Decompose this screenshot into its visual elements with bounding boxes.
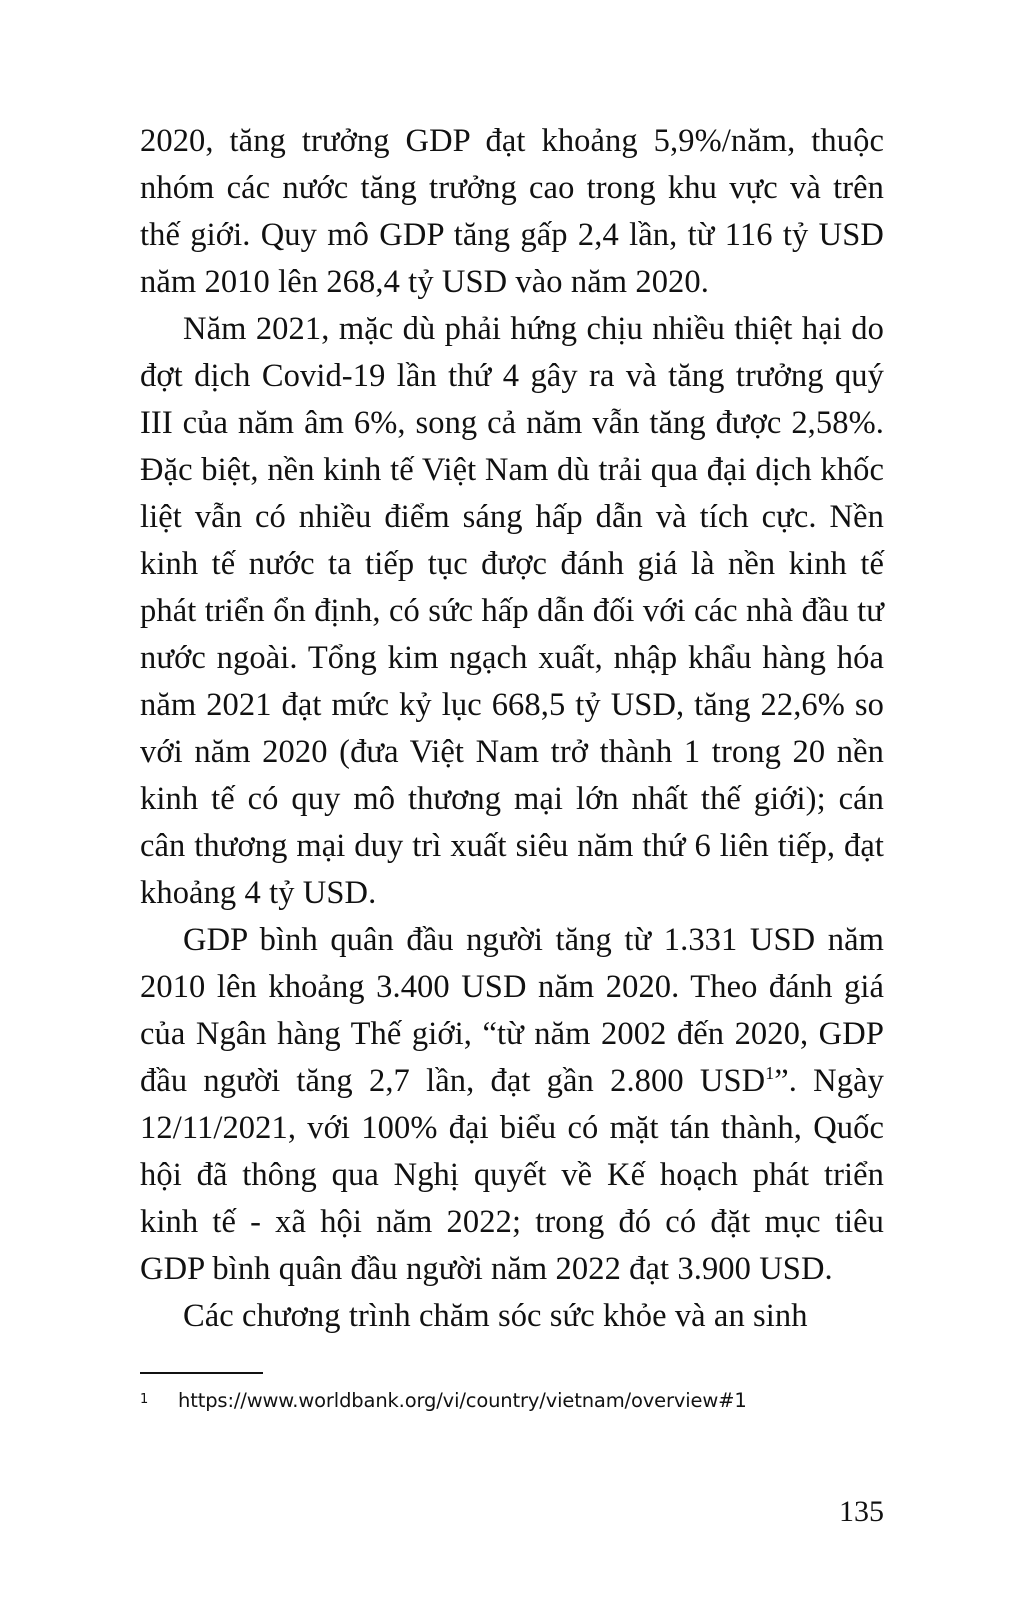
paragraph-3-text-after-footnote-ref: ”. Ngày 12/11/2021, với 100% đại biểu có mặt tán thành, Quốc hội đã thông qua Nghị quyết về Kế hoạch phát triển kinh tế - xã hội năm 2022; trong đó có đặt mục tiêu GDP bình quân đầu người năm 2022 đạt 3.900 USD.	[140, 1063, 884, 1287]
paragraph-2: Năm 2021, mặc dù phải hứng chịu nhiều thiệt hại do đợt dịch Covid-19 lần thứ 4 gây ra và tăng trưởng quý III của năm âm 6%, song cả năm vẫn tăng được 2,58%. Đặc biệt, nền kinh tế Việt Nam dù trải qua đại dịch khốc liệt vẫn có nhiều điểm sáng hấp dẫn và tích cực. Nền kinh tế nước ta tiếp tục được đánh giá là nền kinh tế phát triển ổn định, có sức hấp dẫn đối với các nhà đầu tư nước ngoài. Tổng kim ngạch xuất, nhập khẩu hàng hóa năm 2021 đạt mức kỷ lục 668,5 tỷ USD, tăng 22,6% so với năm 2020 (đưa Việt Nam trở thành 1 trong 20 nền kinh tế có quy mô thương mại lớn nhất thế giới); cán cân thương mại duy trì xuất siêu năm thứ 6 liên tiếp, đạt khoảng 4 tỷ USD.	[140, 311, 884, 911]
footnote-url-text[interactable]: https://www.worldbank.org/vi/country/vietnam/overview#1	[178, 1389, 747, 1412]
paragraph-4: Các chương trình chăm sóc sức khỏe và an sinh	[183, 1298, 808, 1334]
paragraph-3-text-before-footnote-ref: GDP bình quân đầu người tăng từ 1.331 USD năm 2010 lên khoảng 3.400 USD năm 2020. Theo đánh giá của Ngân hàng Thế giới, “từ năm 2002 đến 2020, GDP đầu người tăng 2,7 lần, đạt gần 2.800 USD	[140, 922, 884, 1099]
footnote-reference-1[interactable]: 1	[765, 1063, 775, 1084]
page-body-text	[140, 118, 884, 1340]
footnote-area	[140, 1372, 884, 1414]
page-number: 135	[839, 1495, 884, 1528]
footnote-item	[140, 1388, 884, 1414]
paragraph-1: 2020, tăng trưởng GDP đạt khoảng 5,9%/năm, thuộc nhóm các nước tăng trưởng cao trong khu vực và trên thế giới. Quy mô GDP tăng gấp 2,4 lần, từ 116 tỷ USD năm 2010 lên 268,4 tỷ USD vào năm 2020.	[140, 123, 884, 300]
footnote-separator-rule	[140, 1372, 263, 1374]
paragraph-3	[140, 917, 884, 1293]
footnote-marker: 1	[140, 1392, 149, 1407]
